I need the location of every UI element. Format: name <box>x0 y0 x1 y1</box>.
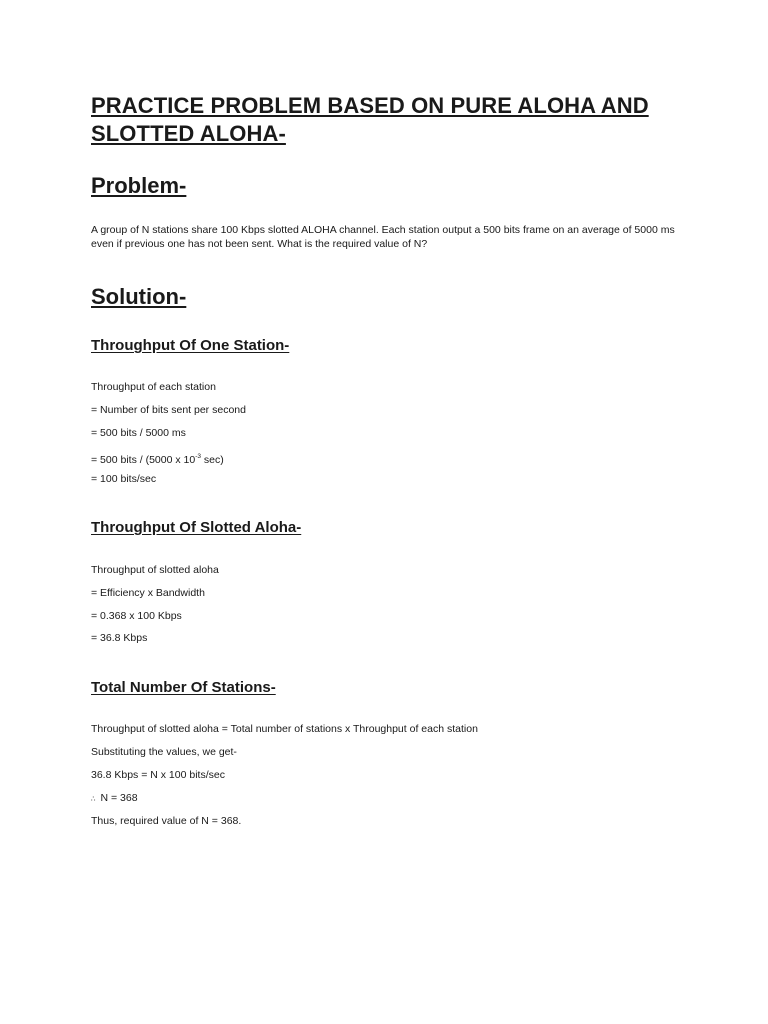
equation-line: Throughput of slotted aloha = Total number of stations x Throughput of each station <box>91 723 478 735</box>
problem-heading: Problem- <box>91 173 187 198</box>
section-heading-slotted-aloha: Throughput Of Slotted Aloha- <box>91 519 302 536</box>
equation-line: = Number of bits sent per second <box>91 404 246 416</box>
equation-line: Throughput of each station <box>91 381 216 393</box>
equation-base: = 500 bits / (5000 x 10 <box>91 454 196 466</box>
equation-line: Substituting the values, we get- <box>91 746 237 758</box>
therefore-icon: ∴ <box>91 796 96 803</box>
equation-line-therefore <box>91 792 138 806</box>
page-title: PRACTICE PROBLEM BASED ON PURE ALOHA AND SLOTTED ALOHA- <box>91 93 649 146</box>
section-heading-total-stations: Total Number Of Stations- <box>91 679 276 696</box>
equation-line: = 500 bits / 5000 ms <box>91 427 186 439</box>
equation-suffix: sec) <box>200 454 224 466</box>
equation-exponent: -3 <box>195 453 201 460</box>
equation-line-with-exponent <box>91 450 224 467</box>
problem-text: A group of N stations share 100 Kbps slotted ALOHA channel. Each station output a 500 bits frame on an average of 5000 ms even if previous one has not been sent. What is the required value of N? <box>91 224 675 250</box>
equation-line: = 0.368 x 100 Kbps <box>91 610 182 622</box>
equation-line: Throughput of slotted aloha <box>91 564 219 576</box>
equation-line: = 36.8 Kbps <box>91 632 148 644</box>
equation-result: N = 368 <box>100 792 138 804</box>
section-heading-one-station: Throughput Of One Station- <box>91 337 290 354</box>
equation-line: = Efficiency x Bandwidth <box>91 587 205 599</box>
equation-line: 36.8 Kbps = N x 100 bits/sec <box>91 769 225 781</box>
equation-line: = 100 bits/sec <box>91 473 157 485</box>
conclusion-line: Thus, required value of N = 368. <box>91 815 242 827</box>
solution-heading: Solution- <box>91 284 187 309</box>
